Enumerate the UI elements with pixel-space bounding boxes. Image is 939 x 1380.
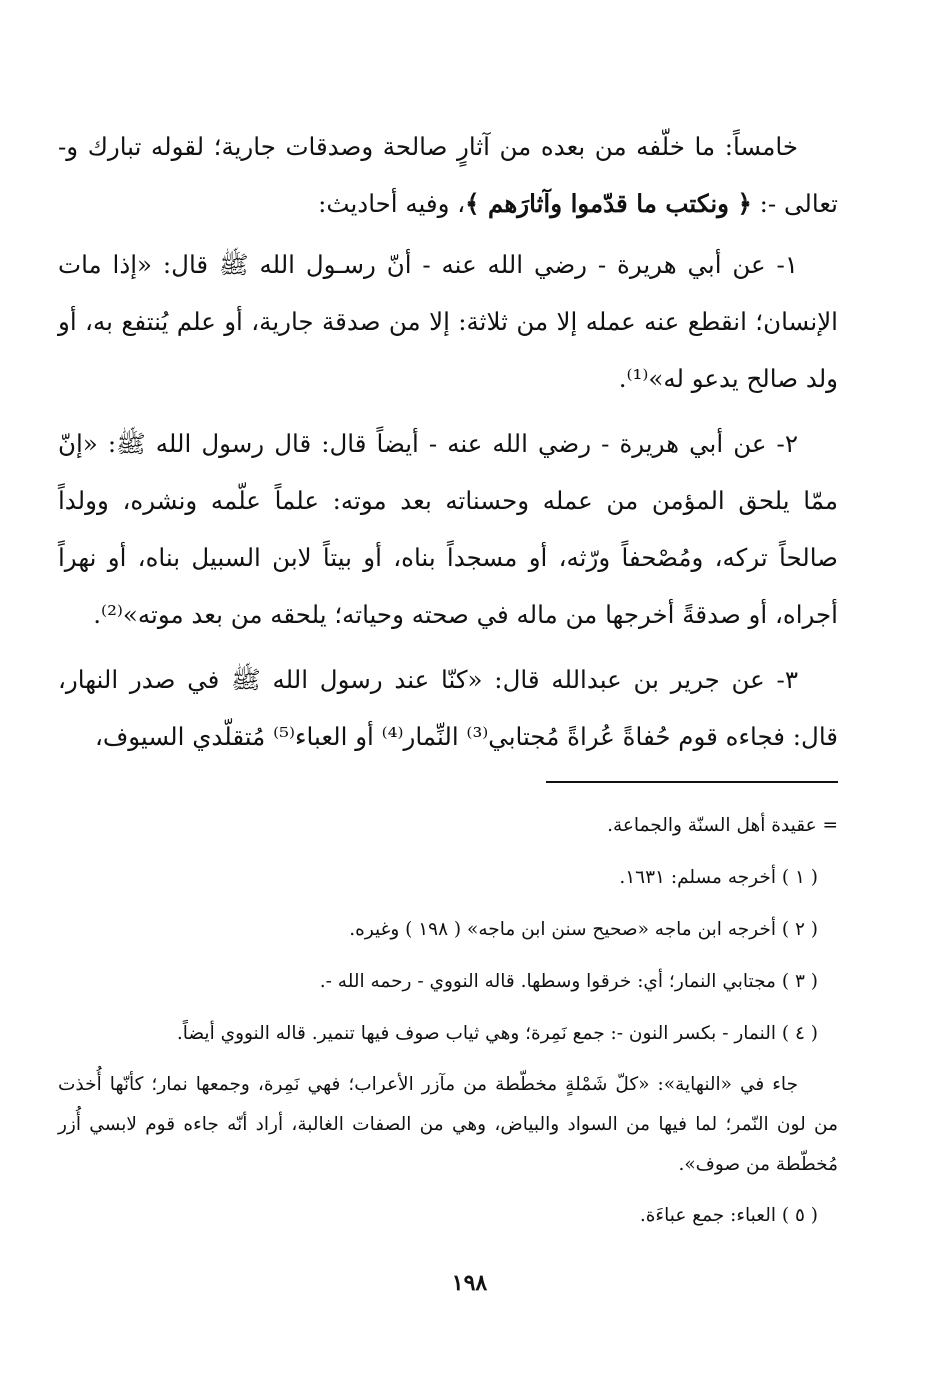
footnote-continuation: = عقيدة أهل السنّة والجماعة. — [607, 815, 838, 836]
intro-text: خامساً: ما خلّفه من بعده من آثارٍ صالحة وصدقات جارية؛ لقوله تبارك و- تعالى -: — [58, 132, 838, 218]
intro-tail: ، وفيه أحاديث: — [318, 189, 466, 218]
footnotes — [58, 805, 838, 1237]
footnote-3: ( ٣ ) مجتابي النمار؛ أي: خرقوا وسطها. قاله النووي - رحمه الله -. — [319, 971, 818, 992]
hadith-1: ١- عن أبي هريرة - رضي الله عنه - أنّ رسـول الله ﷺ قال: «إذا مات الإنسان؛ انقطع عنه عمله إلا من ثلاثة: إلا من صدقة جارية، أو علم يُنتفع به، أو ولد صالح يدعو له»⁽¹⁾. — [58, 250, 838, 393]
footnote-4: ( ٤ ) النمار - بكسر النون -: جمع نَمِرة؛ وهي ثياب صوف فيها تنمير. قاله النووي أيضاً. — [176, 1023, 818, 1044]
footnote-1: ( ١ ) أخرجه مسلم: ١٦٣١. — [619, 867, 818, 888]
footnote-5: ( ٥ ) العباء: جمع عباءَة. — [639, 1205, 818, 1226]
quran-verse: ﴿ ونكتب ما قدّموا وآثارَهم ﴾ — [465, 189, 752, 218]
page-number: ١٩٨ — [451, 1270, 488, 1296]
page-content — [58, 118, 838, 1247]
hadith-3: ٣- عن جرير بن عبدالله قال: «كنّا عند رسول الله ﷺ في صدر النهار، قال: فجاءه قوم حُفاةً عُراةً مُجتابي⁽³⁾ النِّمار⁽⁴⁾ أو العباء⁽⁵⁾ مُتقلّدي السيوف، — [58, 665, 838, 751]
main-text — [58, 118, 838, 765]
hadith-2: ٢- عن أبي هريرة - رضي الله عنه - أيضاً قال: قال رسول الله ﷺ: «إنّ ممّا يلحق المؤمن من عمله وحسناته بعد موته: علماً علّمه ونشره، وولداً صالحاً تركه، ومُصْحفاً ورّثه، أو مسجداً بناه، أو بيتاً لابن السبيل بناه، أو نهراً أجراه، أو صدقةً أخرجها من ماله في صحته وحياته؛ يلحقه من بعد موته»⁽²⁾. — [58, 429, 838, 629]
footnote-2: ( ٢ ) أخرجه ابن ماجه «صحيح سنن ابن ماجه» ( ١٩٨ ) وغيره. — [349, 919, 818, 940]
footnote-4-continuation: جاء في «النهاية»: «كلّ شَمْلةٍ مخطّطة من مآزر الأعراب؛ فهي نَمِرة، وجمعها نمار؛ كأنّها أُخذت من لون النّمر؛ لما فيها من السواد والبياض، وهي من الصفات الغالبة، أراد أنّه جاءه قوم لابسي أُزر مُخطّطة من صوف». — [58, 1074, 838, 1175]
intro-paragraph — [58, 118, 838, 232]
footnote-divider — [546, 781, 838, 783]
